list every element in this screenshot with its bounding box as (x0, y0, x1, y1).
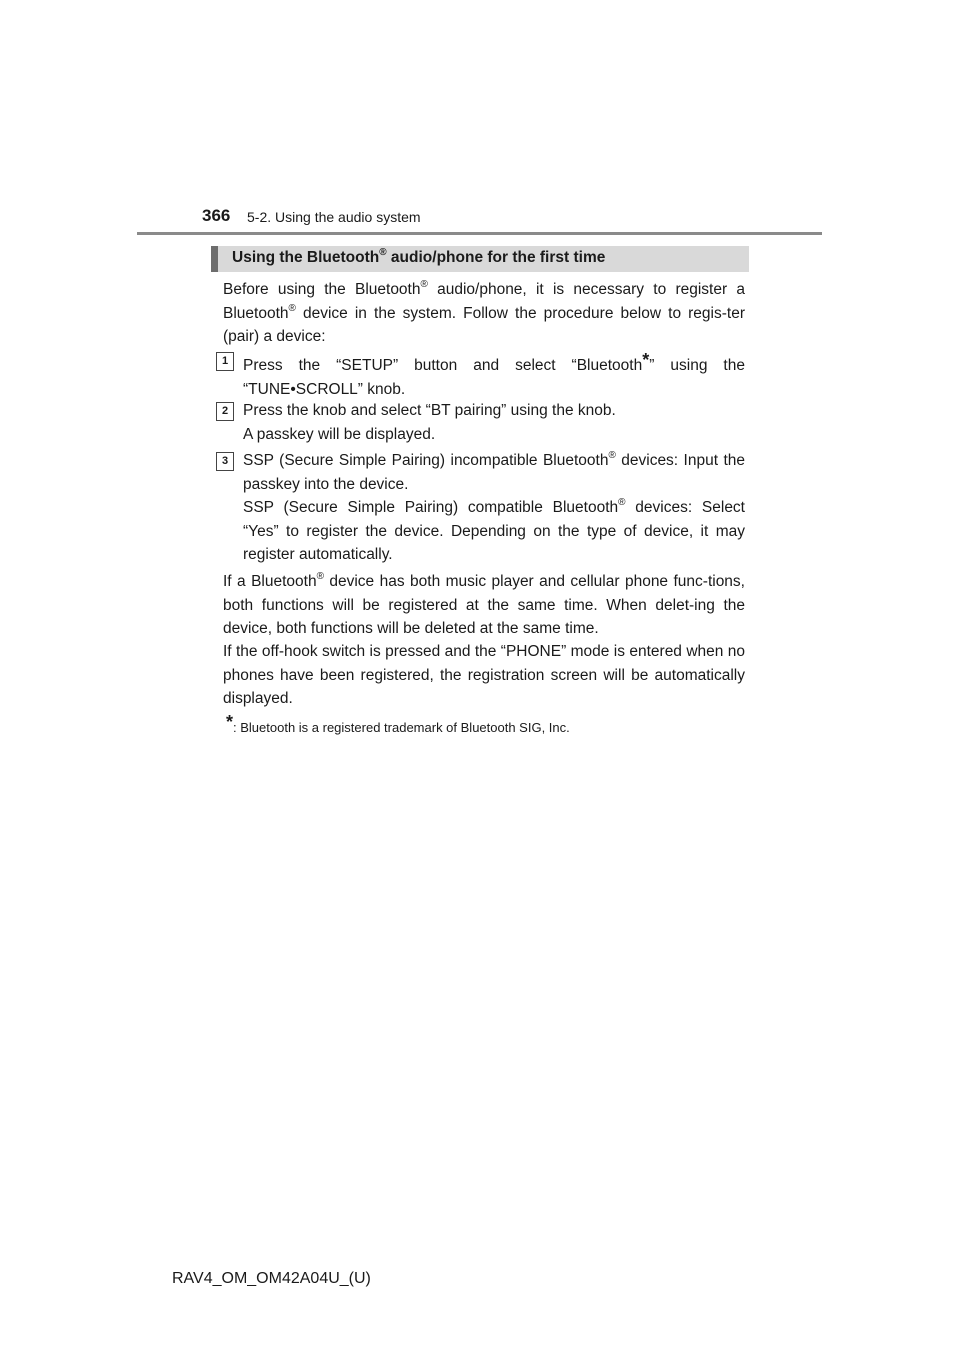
step-3-text: SSP (Secure Simple Pairing) incompatible Bluetooth® devices: Input the passkey into the device. SSP (Secure Simple Pairing) compatible Bluetooth® devices: Select “Yes” to register the device. Depending on the type of device, it may register automatically. (243, 450, 745, 563)
note-paragraph: If the off-hook switch is pressed and the “PHONE” mode is entered when no phones have been registered, the registration screen will be automatically displayed. (223, 643, 745, 707)
document-id: RAV4_OM_OM42A04U_(U) (172, 1270, 371, 1287)
section-title: 5-2. Using the audio system (247, 209, 421, 225)
page-number: 366 (202, 206, 231, 225)
step-number-box: 3 (216, 452, 234, 471)
intro-paragraph: Before using the Bluetooth® audio/phone, it is necessary to register a Bluetooth® device in the system. Follow the procedure below to regis-ter (pair) a device: (223, 279, 745, 345)
step-number-box: 1 (216, 352, 234, 371)
trademark-footnote: *: Bluetooth is a registered trademark of Bluetooth SIG, Inc. (226, 712, 570, 735)
note-paragraph: If a Bluetooth® device has both music player and cellular phone func-tions, both functions will be registered at the same time. When delet-ing the device, both functions will be deleted at the same time. (223, 571, 745, 637)
step-1-text: Press the “SETUP” button and select “Bluetooth*” using the “TUNE•SCROLL” knob. (243, 350, 745, 398)
header-divider (137, 232, 822, 235)
subsection-heading: Using the Bluetooth® audio/phone for the first time (232, 247, 606, 266)
subsection-heading-bar (211, 246, 749, 272)
step-number-box: 2 (216, 402, 234, 421)
step-2-text: Press the knob and select “BT pairing” using the knob. A passkey will be displayed. (243, 402, 616, 443)
